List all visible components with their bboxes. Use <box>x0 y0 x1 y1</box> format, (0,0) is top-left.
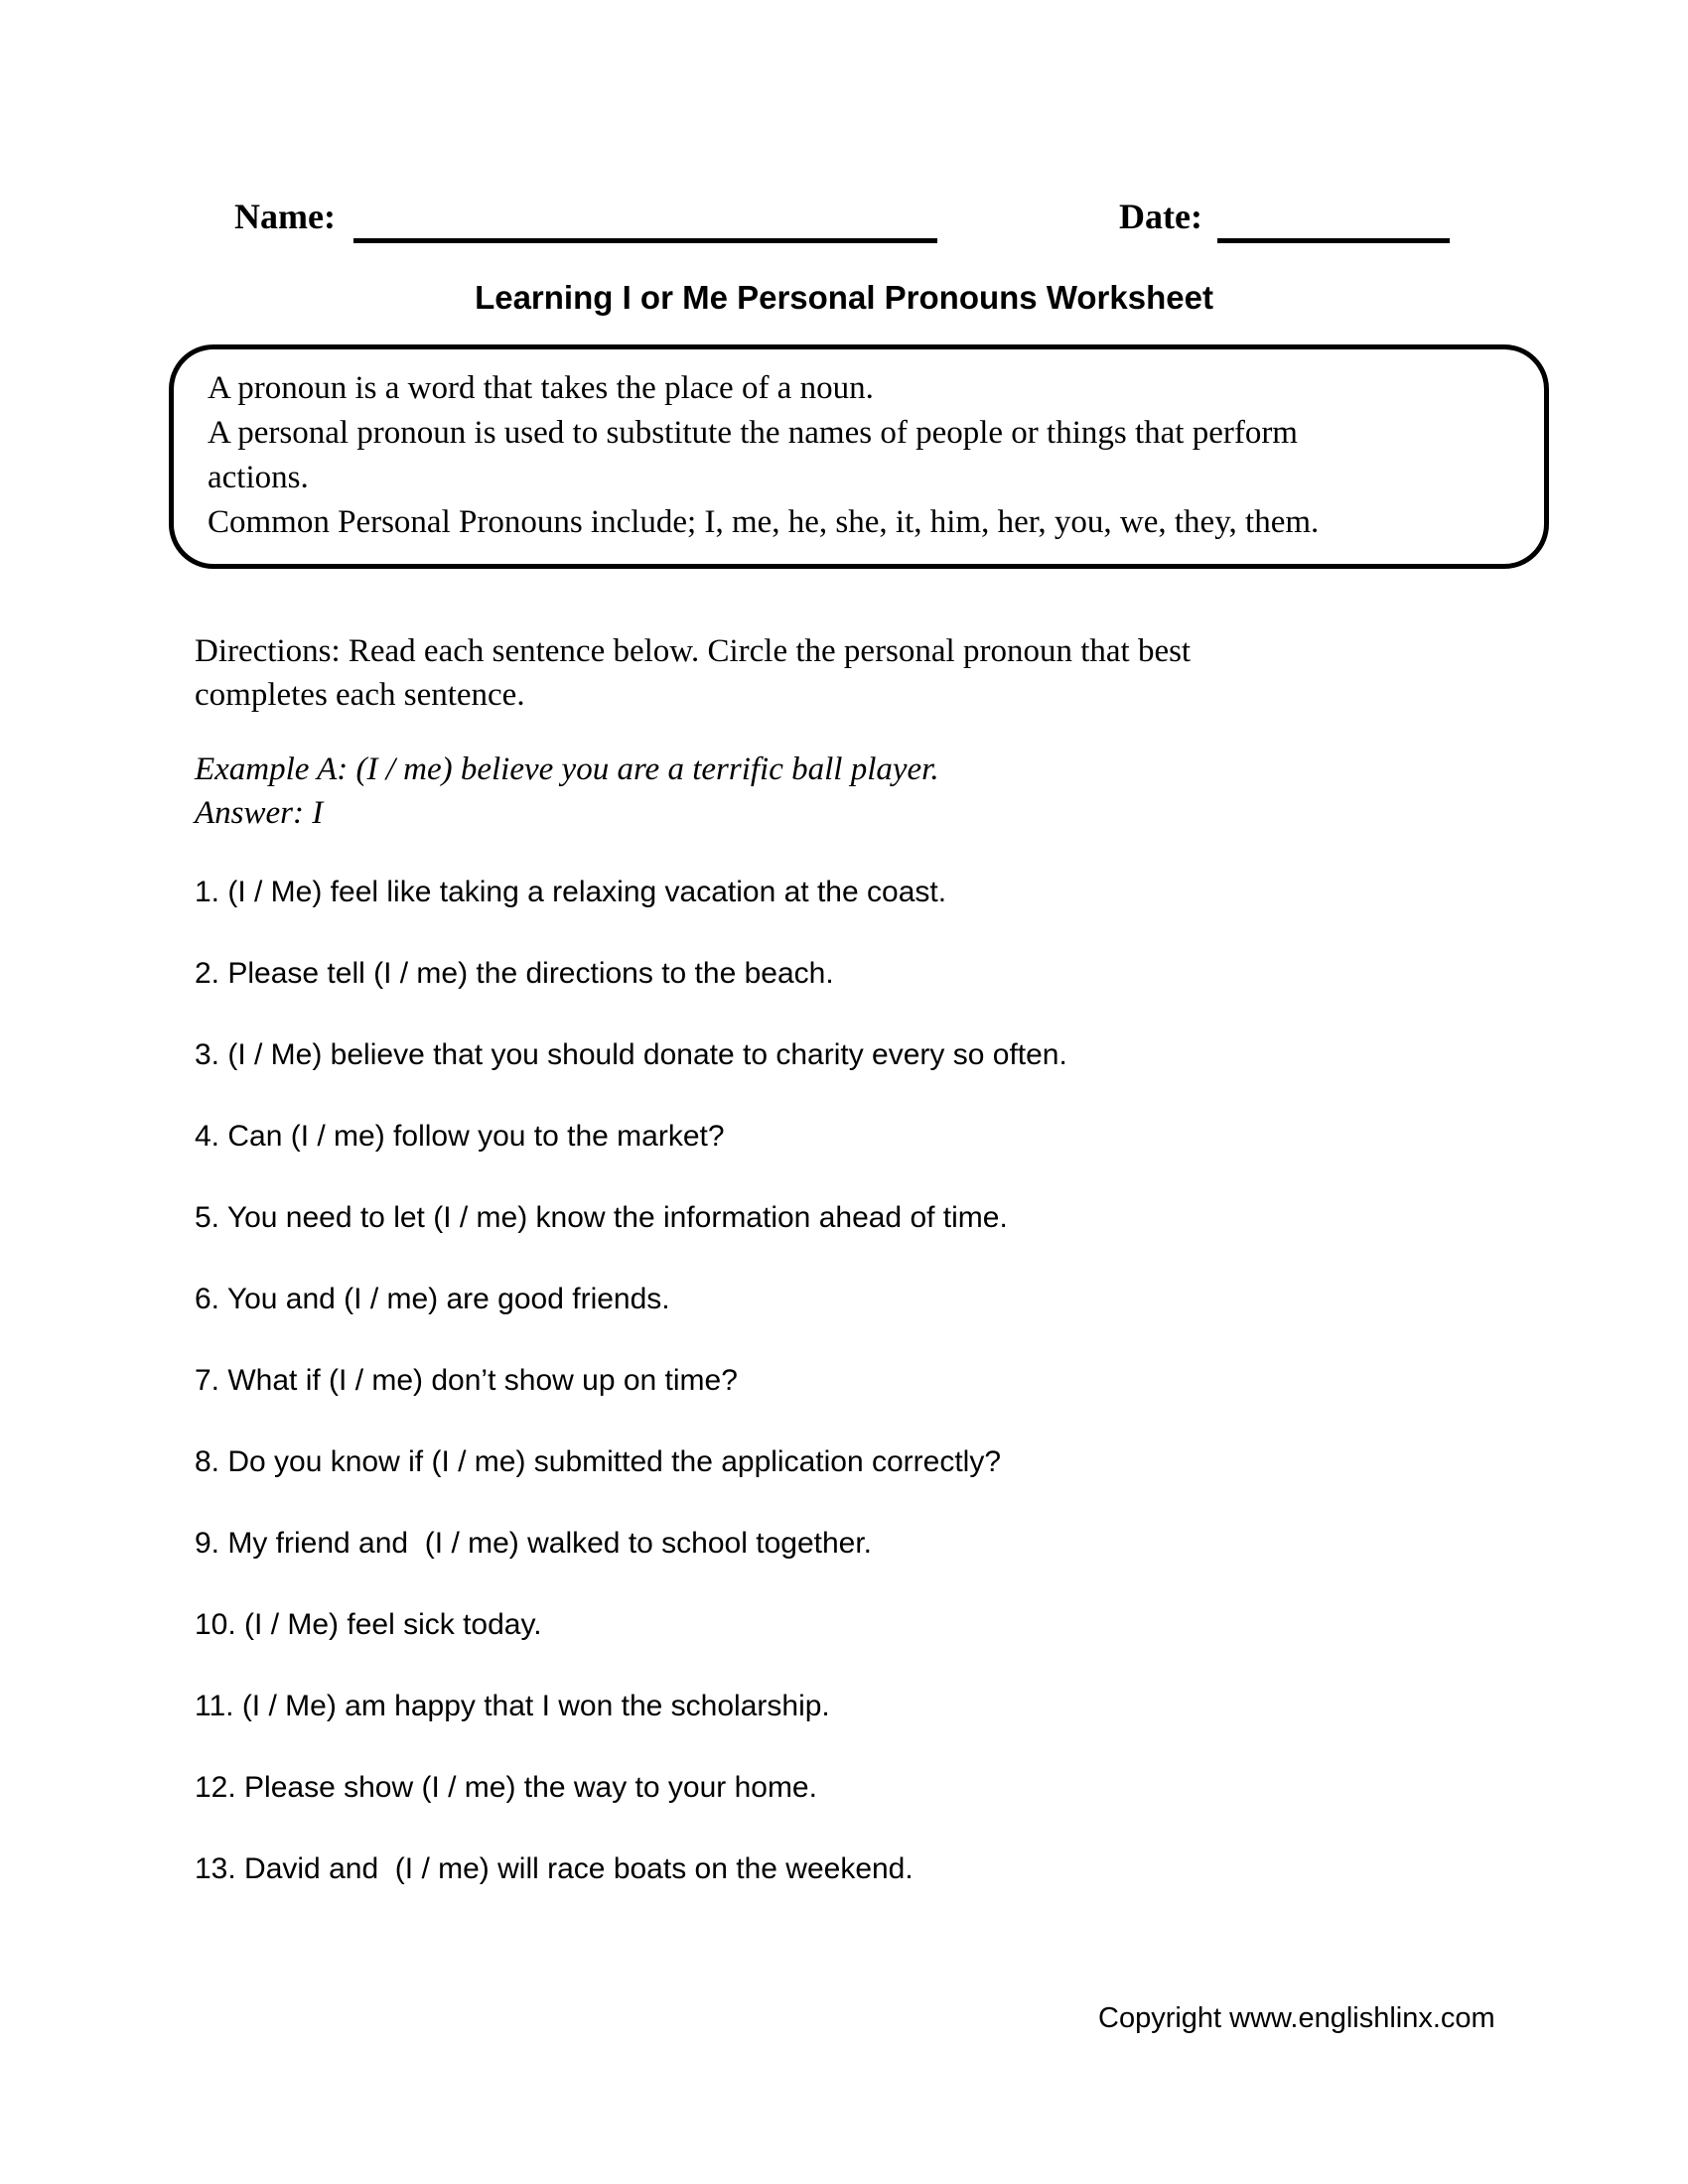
pronoun-definition-box <box>169 344 1549 569</box>
example-answer: Answer: I <box>195 795 324 831</box>
question-item-6: 6. You and (I / me) are good friends. <box>195 1283 670 1315</box>
question-item-2: 2. Please tell (I / me) the directions to the beach. <box>195 957 834 990</box>
date-label: Date: <box>1119 197 1202 236</box>
name-label: Name: <box>234 197 336 236</box>
directions-line-1: Directions: Read each sentence below. Circle the personal pronoun that best <box>195 633 1192 669</box>
question-item-4: 4. Can (I / me) follow you to the market? <box>195 1120 725 1153</box>
question-item-11: 11. (I / Me) am happy that I won the scholarship. <box>195 1690 830 1722</box>
definition-line-2: A personal pronoun is used to substitute the names of people or things that perform <box>208 415 1298 451</box>
copyright-text: Copyright www.englishlinx.com <box>1098 2002 1495 2034</box>
question-item-5: 5. You need to let (I / me) know the information ahead of time. <box>195 1201 1008 1234</box>
question-item-13: 13. David and (I / me) will race boats on the weekend. <box>195 1852 914 1885</box>
definition-line-1: A pronoun is a word that takes the place of a noun. <box>208 370 874 406</box>
question-item-8: 8. Do you know if (I / me) submitted the application correctly? <box>195 1445 1002 1478</box>
directions-text <box>195 629 1191 717</box>
directions-line-2: completes each sentence. <box>195 677 525 713</box>
question-item-3: 3. (I / Me) believe that you should donate to charity every so often. <box>195 1038 1067 1071</box>
question-item-7: 7. What if (I / me) don’t show up on time? <box>195 1364 738 1397</box>
question-item-10: 10. (I / Me) feel sick today. <box>195 1608 542 1641</box>
example-block <box>195 748 939 835</box>
question-item-9: 9. My friend and (I / me) walked to school together. <box>195 1527 873 1560</box>
definition-line-4: Common Personal Pronouns include; I, me, he, she, it, him, her, you, we, they, them. <box>208 504 1320 540</box>
worksheet-title: Learning I or Me Personal Pronouns Worksheet <box>475 279 1213 316</box>
question-item-12: 12. Please show (I / me) the way to your home. <box>195 1771 817 1804</box>
question-list <box>195 876 1067 1934</box>
question-item-1: 1. (I / Me) feel like taking a relaxing vacation at the coast. <box>195 876 947 908</box>
date-blank-line <box>1217 238 1450 243</box>
definition-line-3: actions. <box>208 460 309 495</box>
example-sentence: Example A: (I / me) believe you are a terrific ball player. <box>195 751 939 787</box>
name-blank-line <box>353 238 937 243</box>
